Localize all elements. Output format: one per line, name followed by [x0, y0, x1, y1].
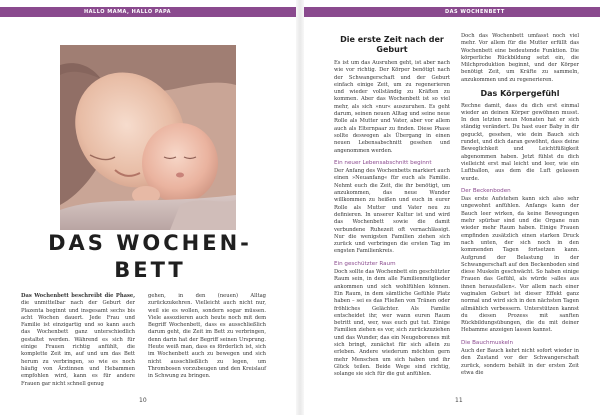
running-header-left: HALLO MAMA, HALLO PAPA [84, 9, 172, 15]
running-header-right: DAS WOCHENBETT [445, 9, 505, 15]
left-page-column-2 [148, 293, 266, 381]
intro-paragraph [21, 293, 135, 388]
subheading: Ein geschützter Raum [334, 260, 396, 267]
paragraph: Rechne damit, dass du dich erst einmal wieder an deinen Körper gewöhnen musst. In den letzten neun Monaten hat er sich ständig verändert. Du hast euer Baby in dir geguckt, gesehen, wie dein Bauch sich rundet, und dich daran gewöhnt, dass deine Beweglichkeit und Leichtfüßigkeit abgenommen haben. Jetzt fühlst du dich vielleicht erst mal leicht und leer, wie ein Luftballon, aus dem die Luft gelassen wurde. [461, 102, 579, 182]
paragraph: Das erste Aufstehen kann sich also sehr ungewohnt anfühlen. Anfangs kann der Bauch leer wirken, da keine Bewegungen mehr spürbar sind und die Organe nun wieder mehr Raum haben. Einige Frauen empfinden zusätzlich einen starken Druck nach unten, der sich noch in den kommenden Tagen fortsetzen kann. Aufgrund der Belastung in der Schwangerschaft auf den Beckenboden sind diese Muskeln geschwächt. So haben einige Frauen das Gefühl, als würde »alles aus ihnen herausfallen«. Vor allem nach einer vaginalen Geburt ist dieser Effekt ganz normal und wird sich in den nächsten Tagen allmählich verbessern. Unterstützen kannst du diesen Prozess mit sanften Rückbildungsübungen, die du mit deiner Hebamme anzeigen lassen kannst. [461, 196, 579, 334]
subheading: Ein neuer Lebensabschnitt beginnt [334, 159, 432, 166]
right-page-column-1 [334, 60, 450, 378]
paragraph: Doch sollte das Wochenbett ein geschützter Raum sein, in dem alle Familienmitglieder ankommen und sich wohlfühlen können. Ein Raum, in dem sämtliche Gefühle Platz haben – sei es das Fließen von Tränen oder fröhliches Gelächter. Als Familie entscheidet ihr, wer wann euren Raum betritt und, wer, was euch gut tut. Einige Familien ziehen es vor, sich zurückzuziehen und das Wunder, das ein Neugeborenes mit sich bringt, zunächst für sich allein zu erleben. Andere wiederum möchten gern mehr Menschen um sich haben und ihr Glück teilen. Beide Wege sind richtig, solange sie sich für die gut anfühlen. [334, 269, 450, 378]
chapter-title [30, 230, 270, 284]
intro-text: die unmittelbar nach der Geburt der Plazenta beginnt und insgesamt sechs bis acht Wochen dauert. Jede Frau und Familie ist einzigartig und so kann auch das Wochenbett ganz unterschiedlich gestaltet werden. Während es sich für einige Frauen richtig anfühlt, die komplette Zeit im, auf und um das Bett herum zu verbringen, so wie es noch häufig von Ärztinnen und Hebammen empfohlen wird, kann es für andere Frauen gar nicht schnell genug [21, 300, 135, 387]
section-heading: Die erste Zeit nach der Geburt [340, 35, 444, 54]
book-gutter [296, 0, 304, 415]
paragraph: Der Anfang des Wochenbetts markiert auch einen »Neuanfang« für euch als Familie. Nehmt euch die Zeit, die ihr benötigt, um anzukommen, das neue Wunder willkommen zu heißen und euch in eurer Rolle als Mutter und Vater neu zu definieren. In unserer Kultur ist und wird das Wochenbett sowie die damit verbundene Ruhezeit oft vernachlässigt. Nur die wenigsten Familien ziehen sich zurück und verbringen die ersten Tag im engsten Familienkreis. [334, 168, 450, 255]
left-page-column-1 [21, 293, 135, 388]
subheading: Der Beckenboden [461, 187, 511, 194]
page-number-left: 10 [139, 397, 147, 404]
photo-illustration [60, 45, 236, 230]
page-number-right: 11 [455, 397, 463, 404]
subheading: Die Bauchmuskeln [461, 339, 514, 346]
intro-lead: Das Wochenbett beschreibt die Phase, [21, 293, 135, 299]
paragraph: gehen, in den (neuen) Alltag zurückzukehren. Vielleicht auch nicht nur, weil sie es wollen, sondern sogar müssen. Viele assoziieren auch heute noch mit dem Begriff Wochenbett, dass es ausschließlich darum geht, die Zeit im Bett zu verbringen, denn darin hat der Begriff seinen Ursprung. Heute weiß man, dass es förderlich ist, sich im Wochenbett auch zu bewegen und sich nicht ausschließlich zu legen, um Thrombosen vorzubeugen und den Kreislauf in Schwung zu bringen. [148, 293, 266, 380]
chapter-title-line-2: BETT [114, 258, 186, 282]
paragraph: Doch das Wochenbett umfasst noch viel mehr. Vor allem für die Mutter erfüllt das Wochenbett eine bedeutende Funktion. Die körperliche Rückbildung setzt ein, die Milchproduktion beginnt, und der Körper benötigt Zeit, um Kräfte zu sammeln, anzukommen und zu regenerieren. [461, 33, 579, 83]
chapter-title-line-1: DAS WOCHEN- [48, 231, 252, 255]
paragraph: Es ist um das Ausruhen geht, ist aber nach wie vor richtig. Der Körper benötigt nach der Schwangerschaft und der Geburt einfach einige Zeit, um zu regenerieren und wieder vollständig zu Kräften zu kommen. Aber das Wochenbett ist so viel mehr, als sich »nur« auszuruhen. Es geht darum, seinen neuen Alltag und seine neue Rolle als Mutter und Vater, aber vor allem auch als Elternpaar zu finden. Diese Phase sollte deswegen als Übergang in einen neuen Lebensabschnitt gesehen und angenommen werden. [334, 60, 450, 154]
paragraph: Auch der Bauch kehrt nicht sofort wieder in den Zustand vor der Schwangerschaft zurück, sondern behält in der ersten Zeit etwa die [461, 348, 579, 376]
right-page-column-2 [461, 33, 579, 377]
section-heading: Das Körpergefühl [480, 89, 560, 99]
section-heading-block [334, 35, 450, 58]
mother-baby-photo [60, 45, 236, 230]
